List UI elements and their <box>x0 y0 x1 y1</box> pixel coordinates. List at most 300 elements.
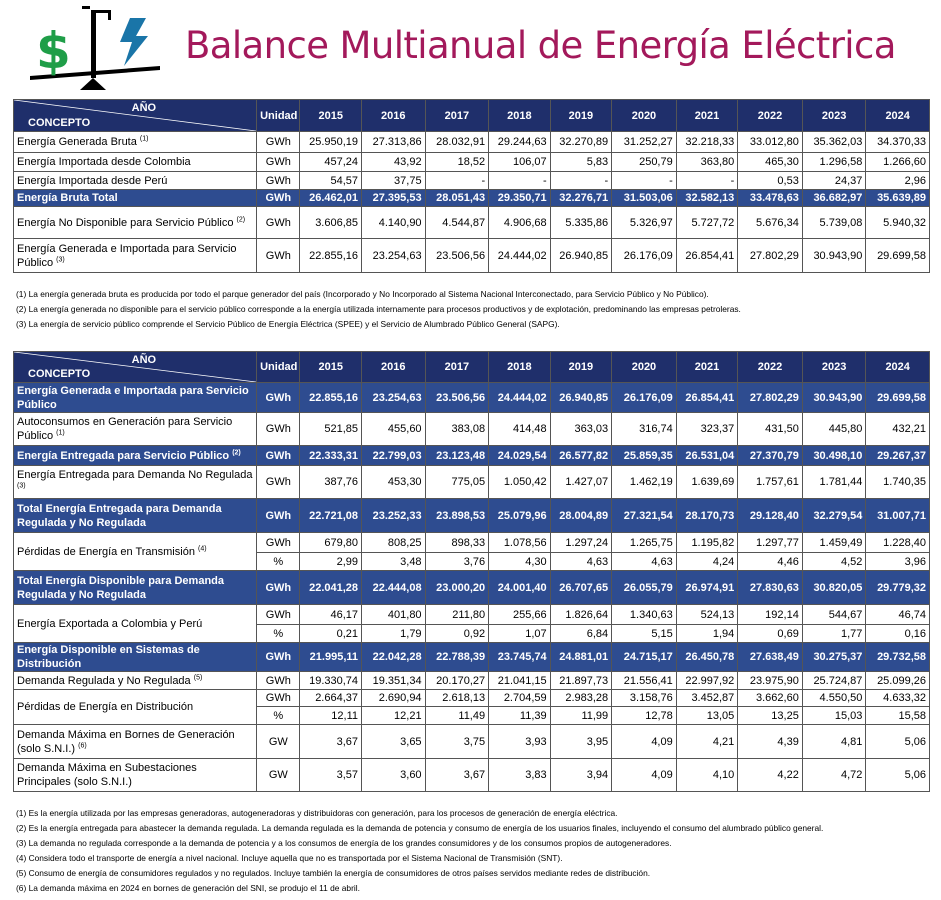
value-cell: 2,96 <box>866 172 930 190</box>
value-cell: 15,58 <box>866 707 930 725</box>
total-row <box>14 190 930 207</box>
value-cell: 3,93 <box>489 725 551 759</box>
value-cell: 0,92 <box>425 625 489 643</box>
value-cell: 25.099,26 <box>866 672 930 690</box>
value-cell: 28.032,91 <box>425 132 489 153</box>
value-cell: 23.898,53 <box>425 499 489 533</box>
value-cell: 26.531,04 <box>676 446 738 466</box>
value-cell: 0,21 <box>300 625 362 643</box>
unidad-header: Unidad <box>257 352 300 383</box>
value-cell: 32.279,54 <box>802 499 866 533</box>
unit-cell: % <box>257 707 300 725</box>
footnote-ref: (3) <box>56 255 65 263</box>
unit-cell: GWh <box>257 190 300 207</box>
value-cell: 23.506,56 <box>425 239 489 273</box>
table-row <box>14 207 930 239</box>
value-cell: 4.906,68 <box>489 207 551 239</box>
value-cell: 25.079,96 <box>489 499 551 533</box>
value-cell: 33.012,80 <box>738 132 803 153</box>
value-cell: 30.498,10 <box>802 446 866 466</box>
unit-cell: GWh <box>257 533 300 553</box>
value-cell: 1,77 <box>802 625 866 643</box>
value-cell: 1.265,75 <box>612 533 677 553</box>
footnote-ref: (4) <box>198 544 207 552</box>
value-cell: 0,69 <box>738 625 803 643</box>
value-cell: 3.452,87 <box>676 690 738 707</box>
total-row <box>14 499 930 533</box>
table-row <box>14 132 930 153</box>
value-cell: 4,72 <box>802 759 866 792</box>
value-cell: 32.276,71 <box>550 190 612 207</box>
year-header: 2018 <box>489 352 551 383</box>
unit-cell: GW <box>257 759 300 792</box>
value-cell: 24.715,17 <box>612 643 677 672</box>
value-cell: - <box>676 172 738 190</box>
notes-table-2 <box>16 806 823 896</box>
unit-cell: GWh <box>257 571 300 605</box>
value-cell: 1.297,24 <box>550 533 612 553</box>
concept-cell <box>14 239 257 273</box>
value-cell: 12,78 <box>612 707 677 725</box>
value-cell: 5.335,86 <box>550 207 612 239</box>
concept-label: Energía Generada e Importada para Servicio Público <box>17 242 237 269</box>
value-cell: 22.444,08 <box>362 571 426 605</box>
unit-cell: GWh <box>257 499 300 533</box>
value-cell: 22.042,28 <box>362 643 426 672</box>
value-cell: 2.664,37 <box>300 690 362 707</box>
year-header: 2015 <box>300 352 362 383</box>
unit-cell: GWh <box>257 383 300 413</box>
value-cell: 21.995,11 <box>300 643 362 672</box>
concept-label: Energía Importada desde Perú <box>17 174 168 187</box>
concept-cell <box>14 725 257 759</box>
header-row <box>14 352 930 383</box>
value-cell: 19.351,34 <box>362 672 426 690</box>
footnote-ref: (2) <box>236 215 246 223</box>
total-row <box>14 383 930 413</box>
corner-ano: AÑO <box>131 354 157 366</box>
value-cell: 898,33 <box>425 533 489 553</box>
concept-cell <box>14 153 257 172</box>
year-header: 2023 <box>802 352 866 383</box>
total-row <box>14 446 930 466</box>
concept-label: Pérdidas de Energía en Distribución <box>17 701 194 713</box>
footnote: (1) La energía generada bruta es producida por todo el parque generador del país (Incorporado y No Incorporado al Sistema Nacional Interconectado, para Servicio Público y No Público). <box>16 289 709 299</box>
concept-label: Energía Importada desde Colombia <box>17 156 191 168</box>
year-header: 2021 <box>676 100 738 132</box>
year-header: 2020 <box>612 352 677 383</box>
value-cell: 29.699,58 <box>866 383 930 413</box>
value-cell: 1.296,58 <box>802 153 866 172</box>
value-cell: 255,66 <box>489 605 551 625</box>
value-cell: 35.639,89 <box>866 190 930 207</box>
corner-ano: AÑO <box>131 102 157 114</box>
value-cell: 455,60 <box>362 413 426 446</box>
value-cell: 22.799,03 <box>362 446 426 466</box>
value-cell: 22.855,16 <box>300 239 362 273</box>
value-cell: 4,63 <box>612 553 677 571</box>
value-cell: 1,94 <box>676 625 738 643</box>
year-header: 2024 <box>866 352 930 383</box>
value-cell: 5,15 <box>612 625 677 643</box>
value-cell: 6,84 <box>550 625 612 643</box>
value-cell: 29.244,63 <box>489 132 551 153</box>
value-cell: 4.140,90 <box>362 207 426 239</box>
concept-label: Total Energía Entregada para Demanda Regulada y No Regulada <box>17 502 222 529</box>
value-cell: 211,80 <box>425 605 489 625</box>
value-cell: 43,92 <box>362 153 426 172</box>
value-cell: - <box>612 172 677 190</box>
footnote: (4) Considera todo el transporte de energía a nivel nacional. Incluye aquella que no es transportada por el Sistema Nacional de Transmisión (SNT). <box>16 853 563 863</box>
unit-cell: GWh <box>257 172 300 190</box>
value-cell: 3.158,76 <box>612 690 677 707</box>
value-cell: 4.633,32 <box>866 690 930 707</box>
value-cell: 1.078,56 <box>489 533 551 553</box>
value-cell: - <box>425 172 489 190</box>
value-cell: 34.370,33 <box>866 132 930 153</box>
value-cell: 26.450,78 <box>676 643 738 672</box>
value-cell: 3.662,60 <box>738 690 803 707</box>
value-cell: 27.370,79 <box>738 446 803 466</box>
value-cell: 3,83 <box>489 759 551 792</box>
value-cell: 35.362,03 <box>802 132 866 153</box>
value-cell: 26.577,82 <box>550 446 612 466</box>
value-cell: 1.757,61 <box>738 466 803 499</box>
value-cell: 25.724,87 <box>802 672 866 690</box>
value-cell: 1,07 <box>489 625 551 643</box>
footnote-ref: (2) <box>232 448 241 456</box>
total-row <box>14 643 930 672</box>
corner-concepto: CONCEPTO <box>28 368 91 380</box>
value-cell: 28.004,89 <box>550 499 612 533</box>
value-cell: 3,95 <box>550 725 612 759</box>
table-row <box>14 690 930 707</box>
table-row <box>14 759 930 792</box>
value-cell: 363,03 <box>550 413 612 446</box>
footnote-ref: (1) <box>139 135 149 143</box>
value-cell: 27.802,29 <box>738 383 803 413</box>
year-header: 2024 <box>866 100 930 132</box>
value-cell: 432,21 <box>866 413 930 446</box>
value-cell: 27.802,29 <box>738 239 803 273</box>
unit-cell: GWh <box>257 153 300 172</box>
unit-cell: GWh <box>257 413 300 446</box>
footnote-ref: (5) <box>193 673 203 681</box>
year-header: 2018 <box>489 100 551 132</box>
value-cell: 0,16 <box>866 625 930 643</box>
svg-text:$: $ <box>36 22 71 80</box>
value-cell: 4,46 <box>738 553 803 571</box>
value-cell: 363,80 <box>676 153 738 172</box>
value-cell: 32.582,13 <box>676 190 738 207</box>
value-cell: 5,06 <box>866 725 930 759</box>
table-row <box>14 239 930 273</box>
table-row <box>14 413 930 446</box>
value-cell: 457,24 <box>300 153 362 172</box>
concept-cell <box>14 643 257 672</box>
year-header: 2017 <box>425 100 489 132</box>
concept-cell <box>14 190 257 207</box>
value-cell: 3,57 <box>300 759 362 792</box>
unit-cell: GWh <box>257 643 300 672</box>
value-cell: 23.975,90 <box>738 672 803 690</box>
value-cell: 26.854,41 <box>676 383 738 413</box>
value-cell: 1.427,07 <box>550 466 612 499</box>
concept-cell <box>14 571 257 605</box>
value-cell: 24.444,02 <box>489 239 551 273</box>
value-cell: - <box>489 172 551 190</box>
concept-label: Energía No Disponible para Servicio Público <box>17 216 234 229</box>
year-header: 2019 <box>550 352 612 383</box>
value-cell: 1.050,42 <box>489 466 551 499</box>
value-cell: 23.123,48 <box>425 446 489 466</box>
value-cell: 4,09 <box>612 725 677 759</box>
value-cell: 316,74 <box>612 413 677 446</box>
value-cell: 22.333,31 <box>300 446 362 466</box>
concept-cell <box>14 383 257 413</box>
value-cell: 24.029,54 <box>489 446 551 466</box>
value-cell: 23.254,63 <box>362 383 426 413</box>
concept-cell <box>14 172 257 190</box>
table-row <box>14 672 930 690</box>
value-cell: 26.940,85 <box>550 239 612 273</box>
value-cell: 4,30 <box>489 553 551 571</box>
value-cell: 4,09 <box>612 759 677 792</box>
value-cell: 679,80 <box>300 533 362 553</box>
value-cell: 23.254,63 <box>362 239 426 273</box>
value-cell: 28.170,73 <box>676 499 738 533</box>
value-cell: 24.001,40 <box>489 571 551 605</box>
value-cell: 29.350,71 <box>489 190 551 207</box>
unit-cell: GWh <box>257 446 300 466</box>
value-cell: 0,53 <box>738 172 803 190</box>
concept-label: Energía Generada Bruta <box>17 136 137 148</box>
concept-label: Energía Disponible en Sistemas de Distribución <box>17 644 200 670</box>
concept-label: Energía Entregada para Servicio Público <box>17 449 230 462</box>
year-header: 2016 <box>362 352 426 383</box>
value-cell: 3.606,85 <box>300 207 362 239</box>
total-row <box>14 571 930 605</box>
value-cell: 18,52 <box>425 153 489 172</box>
table-row <box>14 533 930 553</box>
year-header: 2021 <box>676 352 738 383</box>
value-cell: 27.395,53 <box>362 190 426 207</box>
value-cell: 1.781,44 <box>802 466 866 499</box>
value-cell: 31.252,27 <box>612 132 677 153</box>
value-cell: 29.128,40 <box>738 499 803 533</box>
value-cell: 1.639,69 <box>676 466 738 499</box>
value-cell: 31.503,06 <box>612 190 677 207</box>
value-cell: 26.940,85 <box>550 383 612 413</box>
value-cell: 5,06 <box>866 759 930 792</box>
value-cell: 29.267,37 <box>866 446 930 466</box>
value-cell: 26.176,09 <box>612 383 677 413</box>
value-cell: 46,74 <box>866 605 930 625</box>
table-balance-distribucion <box>13 351 930 792</box>
value-cell: 25.859,35 <box>612 446 677 466</box>
concept-cell <box>14 207 257 239</box>
value-cell: 3,75 <box>425 725 489 759</box>
value-cell: 3,65 <box>362 725 426 759</box>
value-cell: 21.897,73 <box>550 672 612 690</box>
value-cell: 544,67 <box>802 605 866 625</box>
value-cell: 22.041,28 <box>300 571 362 605</box>
value-cell: 524,13 <box>676 605 738 625</box>
value-cell: 1.195,82 <box>676 533 738 553</box>
value-cell: 2.690,94 <box>362 690 426 707</box>
year-header: 2022 <box>738 352 803 383</box>
unit-cell: GWh <box>257 207 300 239</box>
value-cell: 26.707,65 <box>550 571 612 605</box>
value-cell: 775,05 <box>425 466 489 499</box>
value-cell: 521,85 <box>300 413 362 446</box>
value-cell: 3,96 <box>866 553 930 571</box>
value-cell: 11,49 <box>425 707 489 725</box>
value-cell: 4,22 <box>738 759 803 792</box>
value-cell: 1.826,64 <box>550 605 612 625</box>
value-cell: 1.462,19 <box>612 466 677 499</box>
value-cell: 25.950,19 <box>300 132 362 153</box>
value-cell: 11,99 <box>550 707 612 725</box>
table-row <box>14 153 930 172</box>
value-cell: 1.459,49 <box>802 533 866 553</box>
footnote: (2) Es la energía entregada para abastecer la demanda regulada. La demanda regulada es la demanda de potencia y consumo de energía de los usuarios finales, incluyendo el consumo del alumbrado público general. <box>16 823 824 833</box>
concept-label: Total Energía Disponible para Demanda Regulada y No Regulada <box>17 574 225 601</box>
value-cell: 27.313,86 <box>362 132 426 153</box>
footnote: (2) La energía generada no disponible para el servicio público corresponde a la energía utilizada internamente para procesos productivos y de explotación, predominando las empresas petroleras. <box>16 304 741 314</box>
value-cell: 250,79 <box>612 153 677 172</box>
concept-label: Demanda Regulada y No Regulada <box>17 674 191 687</box>
year-header: 2017 <box>425 352 489 383</box>
value-cell: 24.444,02 <box>489 383 551 413</box>
value-cell: 4,21 <box>676 725 738 759</box>
concept-cell <box>14 446 257 466</box>
value-cell: 431,50 <box>738 413 803 446</box>
value-cell: 1.228,40 <box>866 533 930 553</box>
value-cell: 383,08 <box>425 413 489 446</box>
year-header: 2019 <box>550 100 612 132</box>
concept-label: Energía Bruta Total <box>17 192 118 204</box>
value-cell: 2.704,59 <box>489 690 551 707</box>
value-cell: 4.544,87 <box>425 207 489 239</box>
value-cell: 28.051,43 <box>425 190 489 207</box>
value-cell: 37,75 <box>362 172 426 190</box>
concept-cell <box>14 672 257 690</box>
value-cell: 12,11 <box>300 707 362 725</box>
value-cell: 323,37 <box>676 413 738 446</box>
value-cell: 32.270,89 <box>550 132 612 153</box>
value-cell: 387,76 <box>300 466 362 499</box>
value-cell: 21.041,15 <box>489 672 551 690</box>
year-header: 2023 <box>802 100 866 132</box>
footnote: (6) La demanda máxima en 2024 en bornes de generación del SNI, se produjo el 11 de abril. <box>16 883 360 893</box>
value-cell: 192,14 <box>738 605 803 625</box>
value-cell: 2,99 <box>300 553 362 571</box>
value-cell: 5.739,08 <box>802 207 866 239</box>
value-cell: 29.779,32 <box>866 571 930 605</box>
footnote: (1) Es la energía utilizada por las empresas generadoras, autogeneradoras y distribuidoras con generación, para los procesos de generación de energía eléctrica. <box>16 808 618 818</box>
value-cell: 27.638,49 <box>738 643 803 672</box>
value-cell: 1.740,35 <box>866 466 930 499</box>
value-cell: 4,52 <box>802 553 866 571</box>
unit-cell: GWh <box>257 132 300 153</box>
value-cell: 29.732,58 <box>866 643 930 672</box>
table-balance-generacion <box>13 99 930 273</box>
value-cell: 1.266,60 <box>866 153 930 172</box>
corner-header <box>14 352 257 383</box>
value-cell: 23.000,20 <box>425 571 489 605</box>
value-cell: 414,48 <box>489 413 551 446</box>
value-cell: 22.721,08 <box>300 499 362 533</box>
concept-label: Demanda Máxima en Bornes de Generación (solo S.N.I.) <box>17 728 235 755</box>
value-cell: 4,63 <box>550 553 612 571</box>
value-cell: 24.881,01 <box>550 643 612 672</box>
value-cell: - <box>550 172 612 190</box>
concept-label: Energía Exportada a Colombia y Perú <box>17 617 203 630</box>
value-cell: 24,37 <box>802 172 866 190</box>
value-cell: 5.676,34 <box>738 207 803 239</box>
value-cell: 33.478,63 <box>738 190 803 207</box>
value-cell: 29.699,58 <box>866 239 930 273</box>
value-cell: 1.297,77 <box>738 533 803 553</box>
value-cell: 30.275,37 <box>802 643 866 672</box>
table-row <box>14 466 930 499</box>
value-cell: 26.854,41 <box>676 239 738 273</box>
unidad-header: Unidad <box>257 100 300 132</box>
value-cell: 13,25 <box>738 707 803 725</box>
value-cell: 27.321,54 <box>612 499 677 533</box>
concept-label: Energía Entregada para Demanda No Regulada <box>17 469 253 481</box>
value-cell: 4,10 <box>676 759 738 792</box>
concept-cell <box>14 132 257 153</box>
value-cell: 22.855,16 <box>300 383 362 413</box>
value-cell: 12,21 <box>362 707 426 725</box>
value-cell: 27.830,63 <box>738 571 803 605</box>
value-cell: 5.727,72 <box>676 207 738 239</box>
unit-cell: % <box>257 553 300 571</box>
unit-cell: GWh <box>257 239 300 273</box>
value-cell: 3,76 <box>425 553 489 571</box>
table-row <box>14 605 930 625</box>
lightning-icon <box>120 18 148 66</box>
concept-cell <box>14 605 257 643</box>
unit-cell: GWh <box>257 690 300 707</box>
value-cell: 3,60 <box>362 759 426 792</box>
year-header: 2015 <box>300 100 362 132</box>
value-cell: 36.682,97 <box>802 190 866 207</box>
footnote-ref: (3) <box>17 482 26 490</box>
year-header: 2022 <box>738 100 803 132</box>
unit-cell: GW <box>257 725 300 759</box>
value-cell: 106,07 <box>489 153 551 172</box>
value-cell: 11,39 <box>489 707 551 725</box>
concept-cell <box>14 466 257 499</box>
value-cell: 26.462,01 <box>300 190 362 207</box>
concept-label: Pérdidas de Energía en Transmisión <box>17 545 195 558</box>
concept-label: Energía Generada e Importada para Servicio Público <box>17 384 249 411</box>
footnote: (3) La energía de servicio público comprende el Servicio Público de Energía Eléctrica (SPEE) y el Servicio de Alumbrado Público General (SAPG). <box>16 319 560 329</box>
page-header <box>10 2 930 90</box>
value-cell: 4,24 <box>676 553 738 571</box>
value-cell: 26.055,79 <box>612 571 677 605</box>
notes-table-1 <box>16 287 741 332</box>
value-cell: 3,67 <box>425 759 489 792</box>
value-cell: 445,80 <box>802 413 866 446</box>
dollar-sign-icon <box>36 22 71 80</box>
value-cell: 3,48 <box>362 553 426 571</box>
value-cell: 22.788,39 <box>425 643 489 672</box>
value-cell: 1.340,63 <box>612 605 677 625</box>
